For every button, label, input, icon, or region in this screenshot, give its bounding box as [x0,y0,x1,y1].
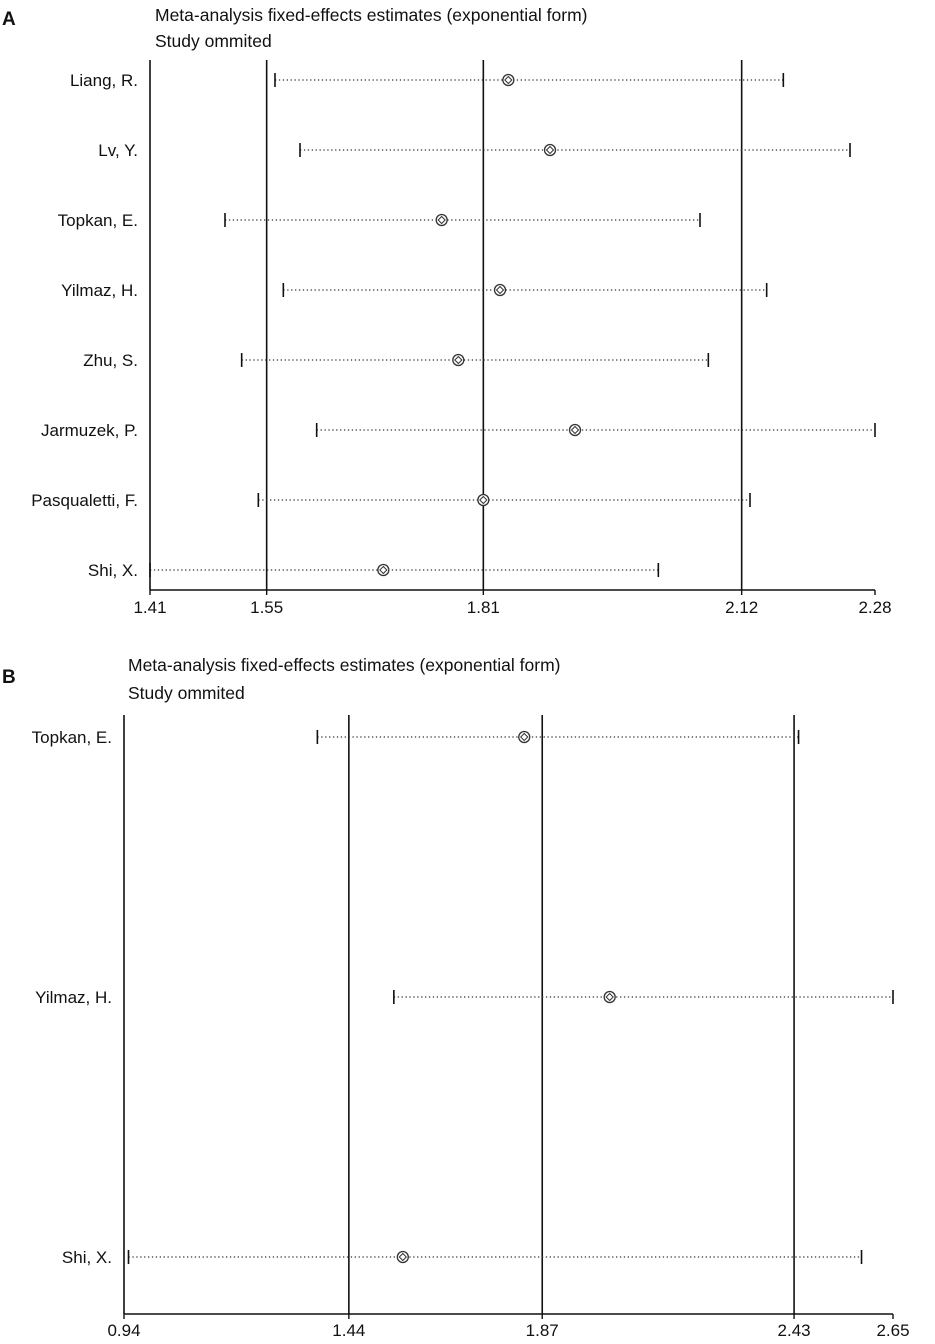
study-label: Jarmuzek, P. [40,421,138,440]
panel-label: B [2,667,16,688]
chart-title: Meta-analysis fixed-effects estimates (exponential form) [155,5,588,25]
x-tick-label: 1.41 [133,598,167,617]
x-tick-label: 1.44 [332,1321,366,1340]
estimate-marker [453,355,464,366]
x-tick-label: 2.65 [876,1321,910,1340]
study-label: Shi, X. [87,561,138,580]
study-label: Yilmaz, H. [35,988,112,1007]
chart-subtitle: Study ommited [128,683,245,703]
estimate-marker [519,732,530,743]
study-label: Pasqualetti, F. [31,491,138,510]
x-tick-label: 1.87 [525,1321,559,1340]
study-label: Topkan, E. [31,728,112,747]
chart-title: Meta-analysis fixed-effects estimates (exponential form) [128,655,561,675]
plot-area [31,60,891,617]
estimate-marker [436,215,447,226]
chart-subtitle: Study ommited [155,31,272,51]
estimate-marker [604,992,615,1003]
study-label: Lv, Y. [98,141,138,160]
study-label: Liang, R. [69,71,138,90]
estimate-marker [378,565,389,576]
plot-area [32,715,910,1340]
x-tick-label: 2.28 [858,598,892,617]
x-tick-label: 2.12 [725,598,759,617]
x-tick-label: 1.81 [466,598,500,617]
study-label: Topkan, E. [57,211,138,230]
estimate-marker [503,75,514,86]
panel-a [2,5,892,617]
study-label: Shi, X. [61,1248,112,1267]
x-tick-label: 1.55 [250,598,284,617]
study-label: Yilmaz, H. [61,281,138,300]
estimate-marker [570,425,581,436]
x-tick-label: 0.94 [107,1321,141,1340]
estimate-marker [478,495,489,506]
estimate-marker [397,1252,408,1263]
estimate-marker [495,285,506,296]
x-tick-label: 2.43 [777,1321,811,1340]
study-label: Zhu, S. [83,351,138,370]
estimate-marker [545,145,556,156]
panel-label: A [2,9,16,30]
panel-b [2,655,910,1340]
